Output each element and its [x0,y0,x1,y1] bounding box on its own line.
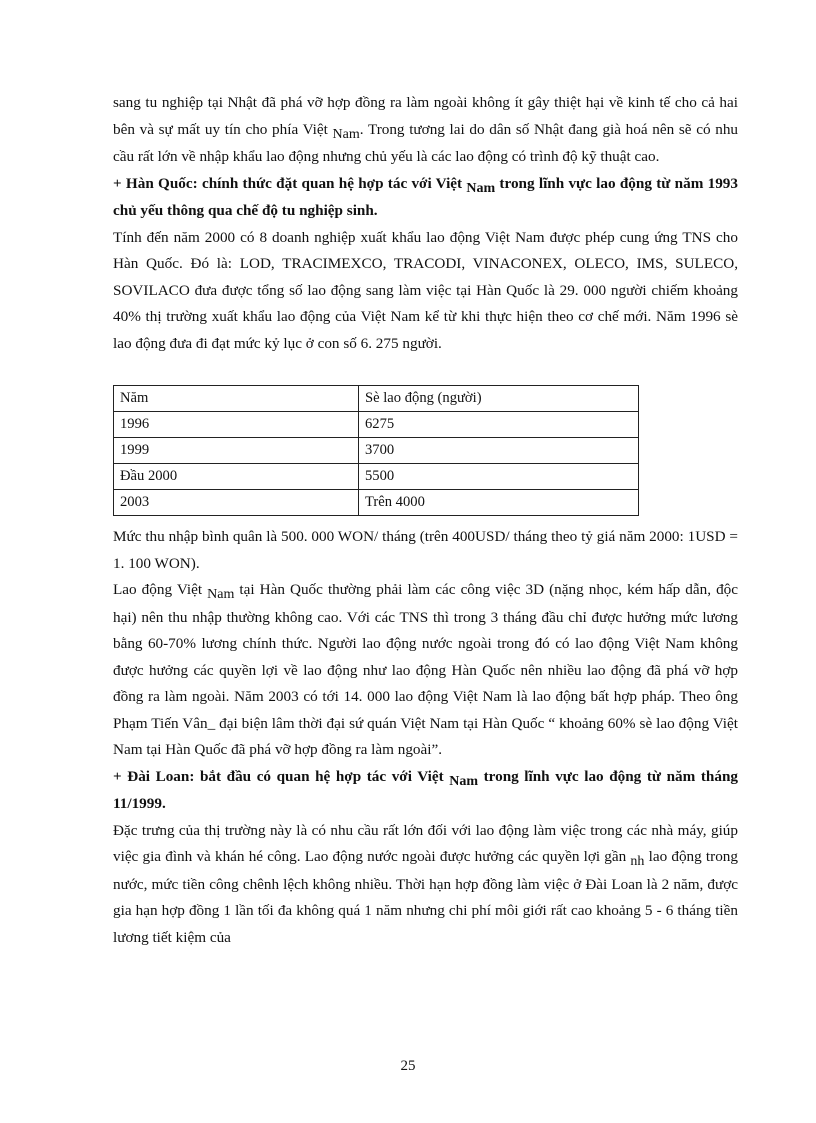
paragraph-japan: sang tu nghiệp tại Nhật đã phá vỡ hợp đồng ra làm ngoài không ít gây thiệt hại về kinh tế cho cả hai bên và sự mất uy tín cho phía Việt Nam. Trong tương lai do dân số Nhật đang già hoá nên sẽ có nhu cầu rất lớn về nhập khẩu lao động nhưng chủ yếu là các lao động có trình độ kỹ thuật cao. [113,94,739,165]
table-row [114,412,639,438]
table-header-cell: Sè lao động (người) [359,386,639,412]
page-number: 25 [400,1058,416,1074]
paragraph-taiwan: Đặc trưng của thị trường này là có nhu cầu rất lớn đối với lao động làm việc trong các nhà máy, giúp việc gia đình và khán hé công. Lao động nước ngoài được hưởng các quyền lợi gần nh lao động trong nước, mức tiền công chênh lệch không nhiều. Thời hạn hợp đồng làm việc ở Đài Loan là 2 năm, được gia hạn hợp đồng 1 lần tối đa không quá 1 năm nhưng chi phí môi giới rất cao khoảng 5 - 6 tháng tiền lương tiết kiệm của [113,821,738,946]
paragraph-korea-companies: Tính đến năm 2000 có 8 doanh nghiệp xuất khẩu lao động Việt Nam được phép cung ứng TNS cho Hàn Quốc. Đó là: LOD, TRACIMEXCO, TRACODI, VINACONEX, OLECO, IMS, SULECO, SOVILACO đưa được tổng số lao động sang làm việc tại Hàn Quốc là 29. 000 người chiếm khoảng 40% thị trường xuất khẩu lao động của Việt Nam kể từ khi thực hiện theo cơ chế mới. Năm 1996 sè lao động đưa đi đạt mức kỷ lục ở con số 6. 275 người. [113,228,738,352]
table-row [114,490,639,516]
table-header-cell: Năm [114,386,359,412]
table-cell: 1996 [114,412,359,438]
table-cell: 6275 [359,412,639,438]
table-cell: Đầu 2000 [114,464,359,490]
table-header-row [114,386,639,412]
labor-table [113,385,639,516]
heading-taiwan: + Đài Loan: bắt đầu có quan hệ hợp tác với Việt Nam trong lĩnh vực lao động từ năm tháng 11/1999. [113,767,738,812]
heading-korea: + Hàn Quốc: chính thức đặt quan hệ hợp tác với Việt Nam trong lĩnh vực lao động từ năm 1993 chủ yếu thông qua chế độ tu nghiệp sinh. [113,174,738,219]
table-cell: 5500 [359,464,639,490]
table-cell: 3700 [359,438,639,464]
document-page [113,90,738,951]
paragraph-income: Mức thu nhập bình quân là 500. 000 WON/ tháng (trên 400USD/ tháng theo tỷ giá năm 2000: 1USD = 1. 100 WON). [113,528,738,572]
table-cell: 1999 [114,438,359,464]
table-cell: Trên 4000 [359,490,639,516]
table-cell: 2003 [114,490,359,516]
paragraph-korea-workers: Lao động Việt Nam tại Hàn Quốc thường phải làm các công việc 3D (nặng nhọc, kém hấp dẫn, độc hại) nên thu nhập thường không cao. Với các TNS thì trong 3 tháng đầu chỉ được hưởng mức lương bằng 60-70% lương chính thức. Người lao động nước ngoài trong đó có lao động Việt Nam không được hưởng các quyền lợi về lao động như lao động Hàn Quốc nên nhiều lao động đã phá vỡ hợp đồng ra làm ngoài. Năm 2003 có tới 14. 000 lao động Việt Nam là lao động bất hợp pháp. Theo ông Phạm Tiến Vân_ đại biện lâm thời đại sứ quán Việt Nam tại Hàn Quốc “ khoảng 60% sè lao động Việt Nam tại Hàn Quốc đã phá vỡ hợp đồng ra làm ngoài”. [113,581,739,758]
table-row [114,438,639,464]
table-row [114,464,639,490]
